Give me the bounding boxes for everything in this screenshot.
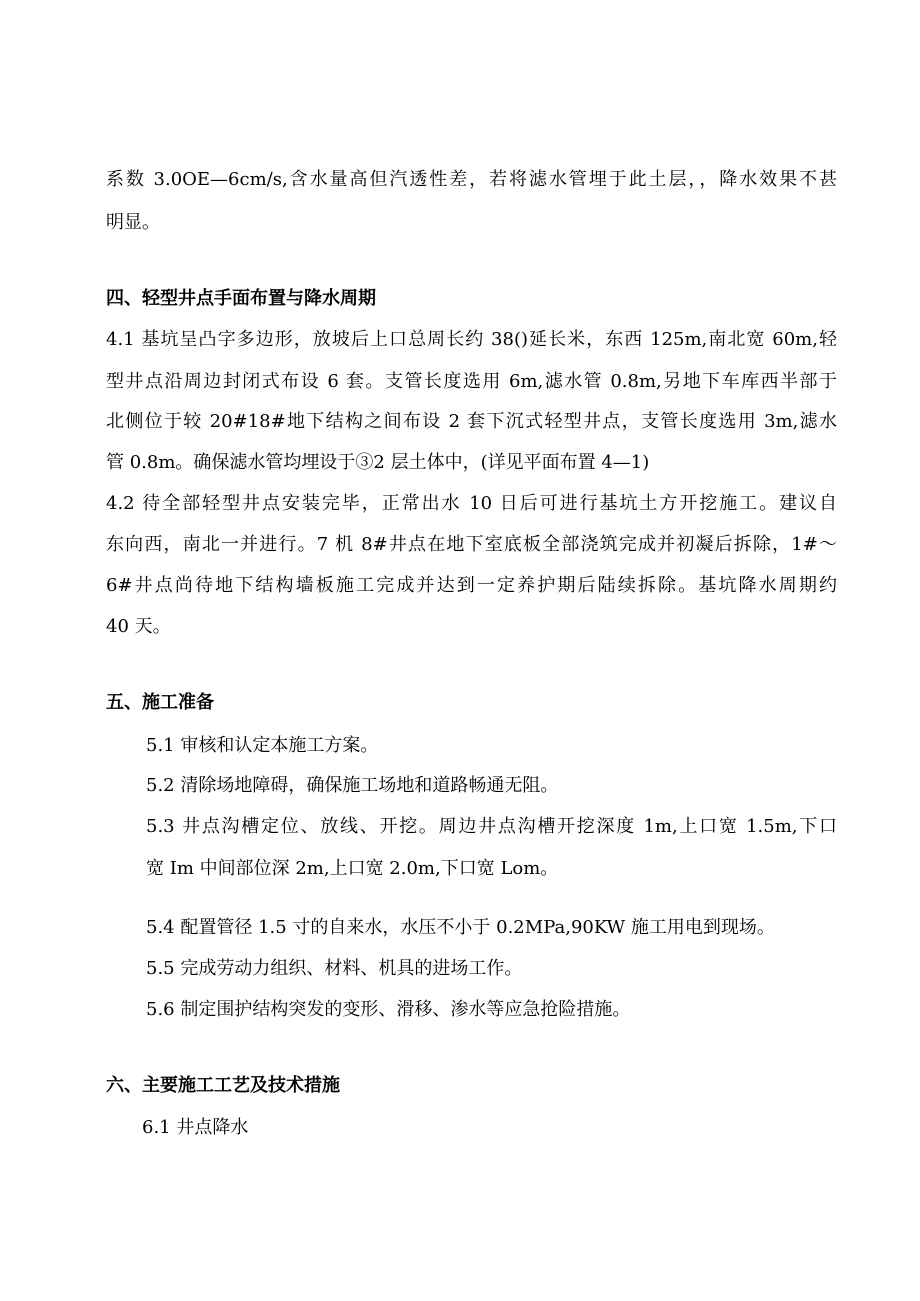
item-6-1: 6.1 井点降水: [142, 1117, 249, 1138]
paragraph-line: 系数 3.0OE—6cm∕s,含水量高但汽透性差，若将滤水管埋于此土层，，降水效果不甚: [106, 169, 837, 190]
paragraph-line: 明显。: [106, 212, 160, 233]
item-4-1-line: 型井点沿周边封闭式布设 6 套。支管长度选用 6m,滤水管 0.8m,另地下车库西半部于: [106, 371, 837, 392]
item-4-1-line: 4.1 基坑呈凸字多边形，放坡后上口总周长约 38()延长米，东西 125m,南北宽 60m,轻: [106, 329, 837, 350]
item-4-1-line: 管 0.8m。确保滤水管均埋设于③2 层土体中，(详见平面布置 4—1): [106, 452, 650, 473]
section-heading-6: 六、主要施工工艺及技术措施: [106, 1075, 340, 1096]
item-4-1-line: 北侧位于较 20#18#地下结构之间布设 2 套下沉式轻型井点，支管长度选用 3m,滤水: [106, 411, 837, 432]
section-heading-5: 五、施工准备: [106, 692, 214, 713]
item-5-2: 5.2 清除场地障碍，确保施工场地和道路畅通无阻。: [146, 775, 559, 796]
section-heading-4: 四、轻型井点手面布置与降水周期: [106, 288, 376, 309]
item-5-4: 5.4 配置管径 1.5 寸的自来水，水压不小于 0.2MPa,90KW 施工用电到现场。: [146, 917, 775, 938]
item-5-6: 5.6 制定围护结构突发的变形、滑移、渗水等应急抢险措施。: [146, 999, 631, 1020]
item-4-2-line: 6#井点尚待地下结构墙板施工完成并达到一定养护期后陆续拆除。基坑降水周期约: [106, 575, 837, 596]
item-5-3-line: 宽 Im 中间部位深 2m,上口宽 2.0m,下口宽 Lom。: [146, 858, 559, 879]
item-5-3-line: 5.3 井点沟槽定位、放线、开挖。周边井点沟槽开挖深度 1m,上口宽 1.5m,下口: [146, 816, 837, 837]
item-5-1: 5.1 审核和认定本施工方案。: [146, 735, 379, 756]
item-5-5: 5.5 完成劳动力组织、材料、机具的进场工作。: [146, 958, 523, 979]
item-4-2-line: 40 天。: [106, 616, 171, 637]
item-4-2-line: 东向西，南北一并进行。7 机 8#井点在地下室底板全部浇筑完成并初凝后拆除，1#～: [106, 534, 837, 555]
item-4-2-line: 4.2 待全部轻型井点安装完毕，正常出水 10 日后可进行基坑土方开挖施工。建议自: [106, 493, 837, 514]
